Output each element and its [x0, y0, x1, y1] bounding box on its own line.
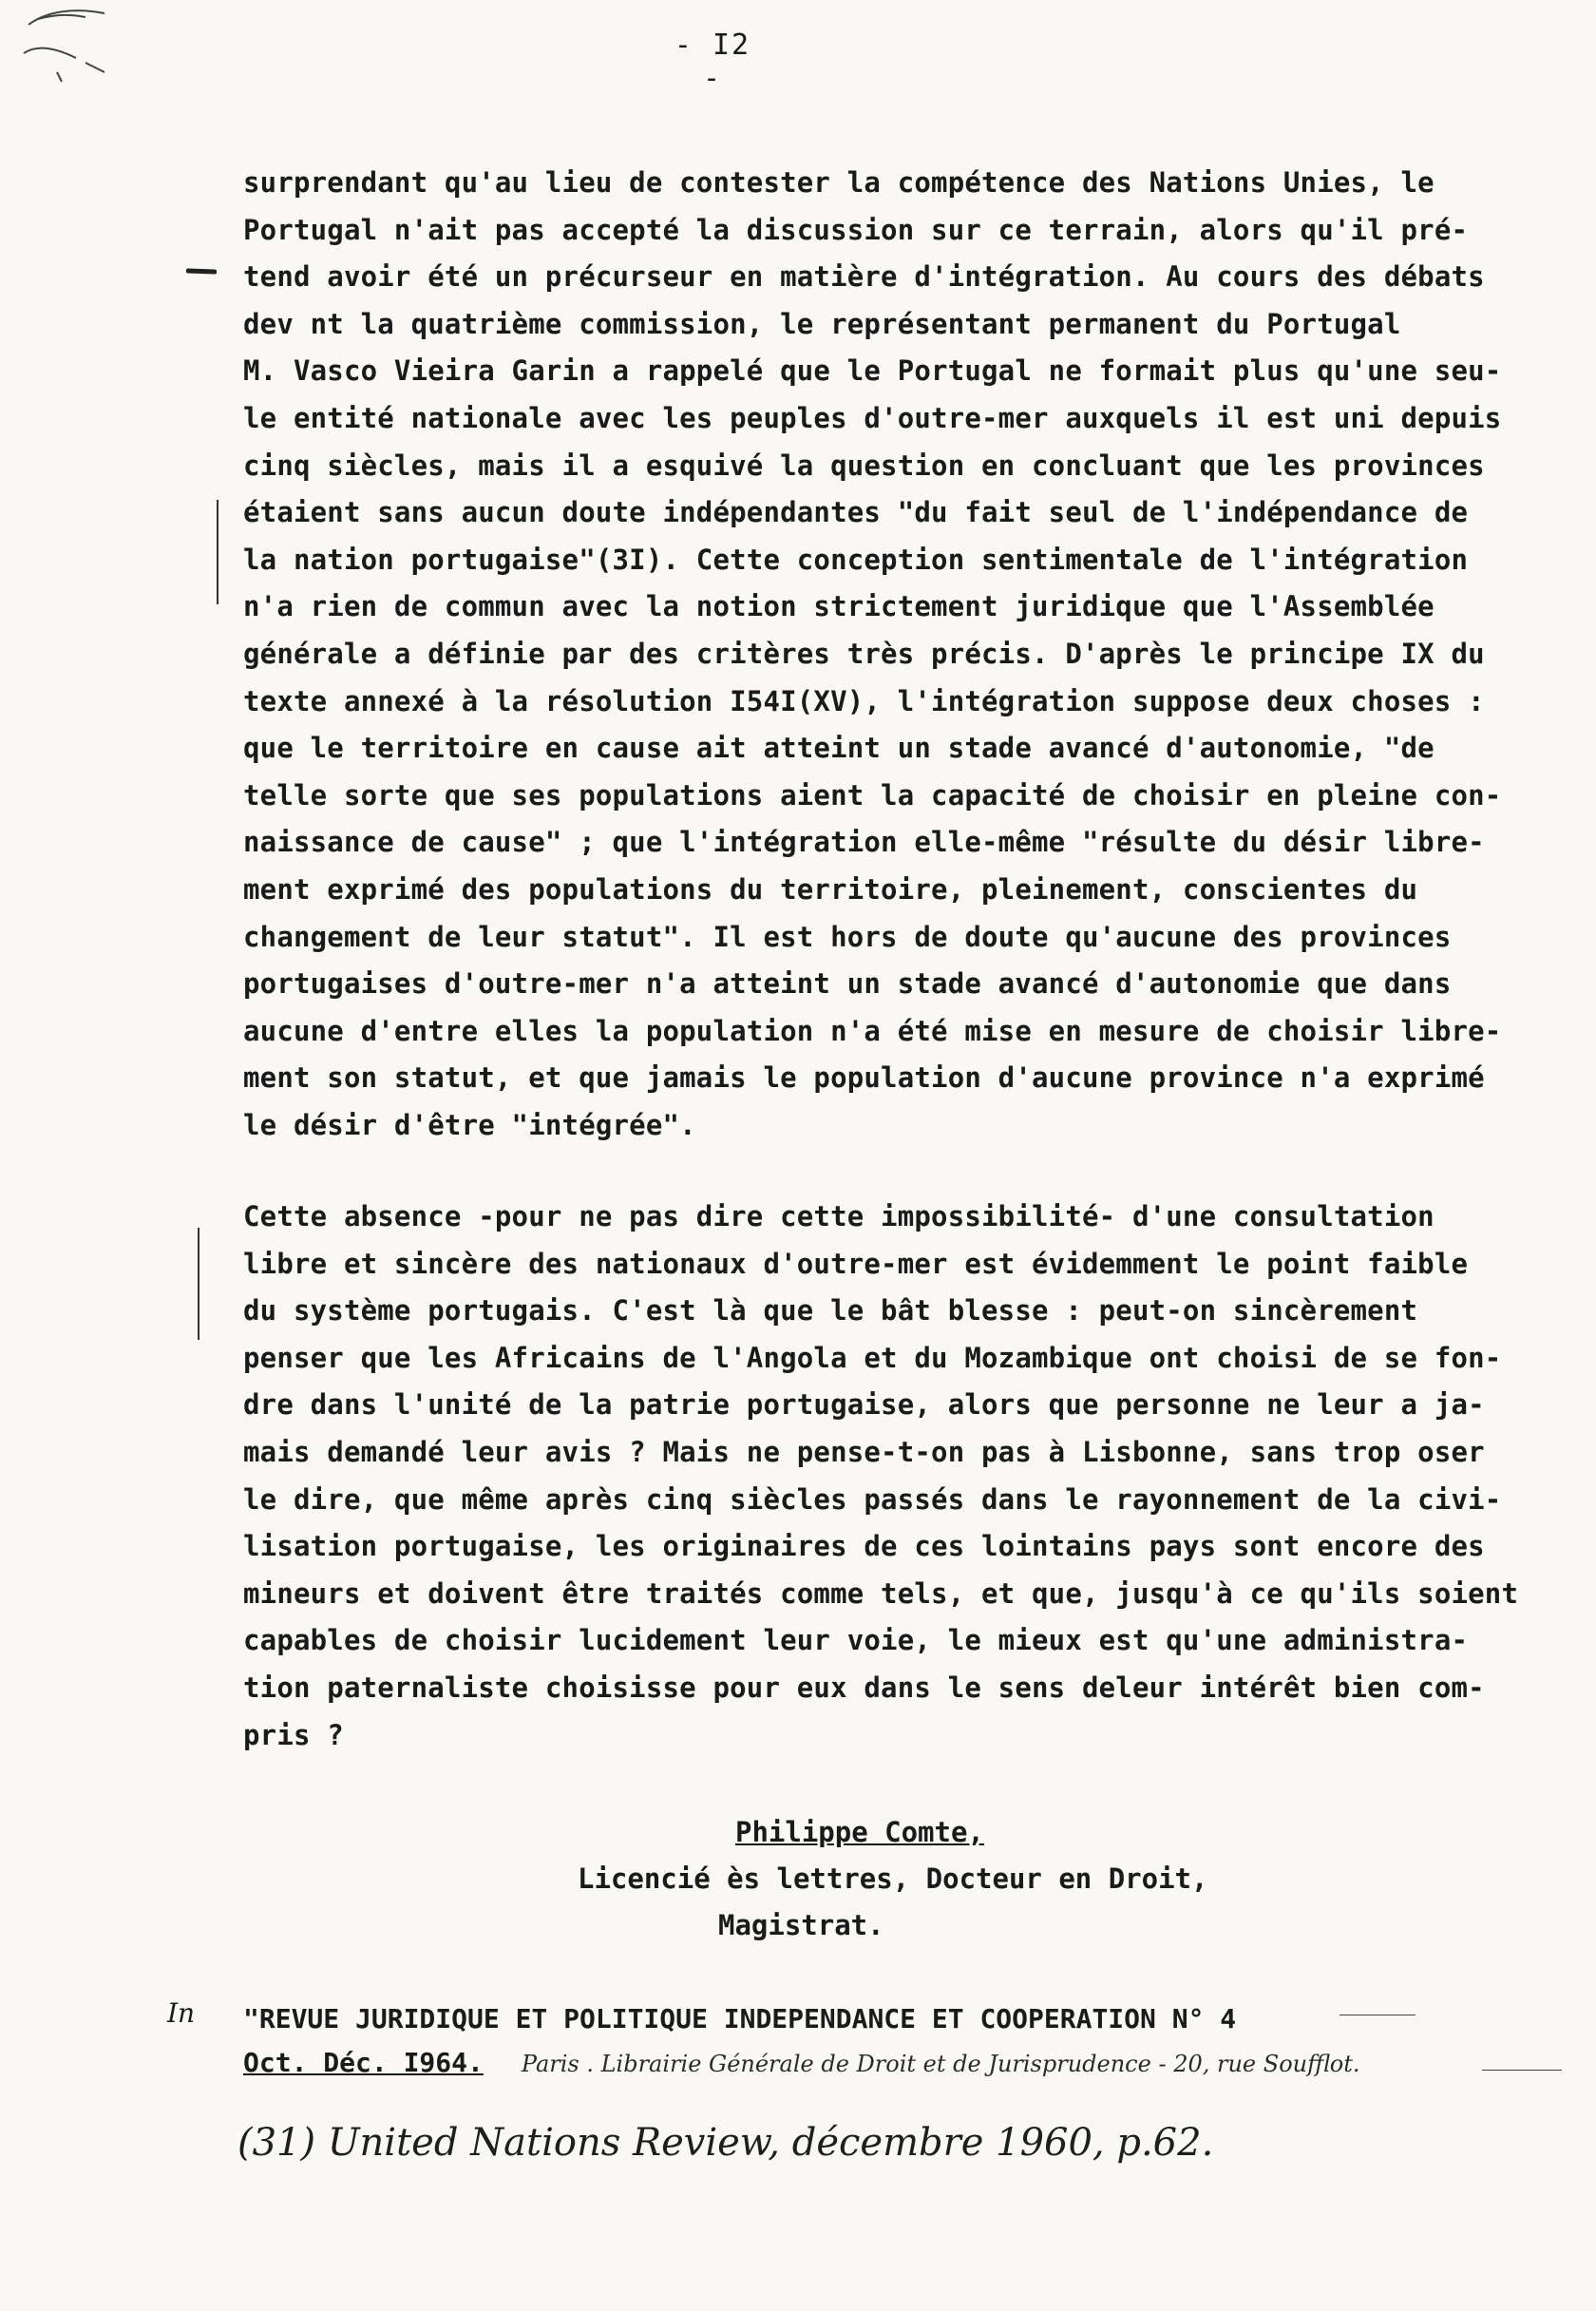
text-line: lisation portugaise, les originaires de ces lointains pays sont encore des — [243, 1530, 1485, 1563]
text-line: le entité nationale avec les peuples d'outre-mer auxquels il est uni depuis — [243, 401, 1502, 434]
text-line: aucune d'entre elles la population n'a été mise en mesure de choisir libre- — [243, 1014, 1502, 1047]
signature-block — [532, 1809, 1292, 1949]
source-title: "REVUE JURIDIQUE ET POLITIQUE INDEPENDANCE ET COOPERATION N° 4 — [243, 2003, 1237, 2034]
text-line: générale a définie par des critères très précis. D'après le principe IX du — [243, 637, 1485, 670]
text-line: changement de leur statut". Il est hors de doute qu'aucune des provinces — [243, 920, 1452, 953]
text-line: capables de choisir lucidement leur voie, le mieux est qu'une administra- — [243, 1624, 1469, 1657]
text-line: dre dans l'unité de la patrie portugaise, alors que personne ne leur a ja- — [243, 1388, 1485, 1422]
text-line: dev nt la quatrième commission, le représentant permanent du Portugal — [243, 307, 1401, 340]
text-line: Portugal n'ait pas accepté la discussion sur ce terrain, alors qu'il pré- — [243, 213, 1469, 246]
divider — [1482, 2070, 1562, 2071]
body-paragraph — [243, 1194, 1573, 1759]
handwritten-marker: In — [167, 1997, 196, 2029]
text-line: le dire, que même après cinq siècles passés dans le rayonnement de la civi- — [243, 1482, 1502, 1516]
text-line: naissance de cause" ; que l'intégration elle-même "résulte du désir libre- — [243, 826, 1485, 859]
text-line: la nation portugaise"(3I). Cette conception sentimentale de l'intégration — [243, 543, 1469, 576]
text-line: telle sorte que ses populations aient la capacité de choisir en pleine con- — [243, 778, 1502, 812]
text-line: ment exprimé des populations du territoire, pleinement, conscientes du — [243, 872, 1418, 906]
text-line: texte annexé à la résolution I54I(XV), l'intégration suppose deux choses : — [243, 684, 1485, 717]
source-citation — [243, 1997, 1573, 2086]
margin-mark — [217, 500, 218, 604]
text-line: pris ? — [243, 1718, 344, 1751]
margin-scribble — [19, 6, 133, 91]
author-name: Philippe Comte, — [735, 1816, 984, 1848]
author-title: Licencié ès lettres, Docteur en Droit, — [578, 1862, 1208, 1895]
source-date: Oct. Déc. I964. — [243, 2047, 484, 2078]
text-line: surprendant qu'au lieu de contester la compétence des Nations Unies, le — [243, 166, 1434, 199]
text-line: tion paternaliste choisisse pour eux dans le sens deleur intérêt bien com- — [243, 1671, 1485, 1704]
text-line: mineurs et doivent être traités comme tels, et que, jusqu'à ce qu'ils soient — [243, 1576, 1519, 1610]
text-line: portugaises d'outre-mer n'a atteint un stade avancé d'autonomie que dans — [243, 967, 1452, 1001]
text-line: du système portugais. C'est là que le bât blesse : peut-on sincèrement — [243, 1294, 1418, 1327]
text-line: le désir d'être "intégrée". — [243, 1108, 696, 1141]
handwritten-footnote: (31) United Nations Review, décembre 1960, p.62. — [238, 2121, 1214, 2165]
margin-mark — [198, 1228, 200, 1340]
text-line: tend avoir été un précurseur en matière d'intégration. Au cours des débats — [243, 260, 1485, 294]
text-line: Cette absence -pour ne pas dire cette impossibilité- d'une consultation — [243, 1200, 1434, 1232]
body-paragraph — [243, 160, 1573, 1149]
text-line: étaient sans aucun doute indépendantes "du fait seul de l'indépendance de — [243, 496, 1469, 529]
text-line: mais demandé leur avis ? Mais ne pense-t-on pas à Lisbonne, sans trop oser — [243, 1435, 1485, 1468]
page-number: - I2 - — [674, 29, 751, 95]
text-line: n'a rien de commun avec la notion strictement juridique que l'Assemblée — [243, 590, 1434, 623]
text-line: M. Vasco Vieira Garin a rappelé que le Portugal ne formait plus qu'une seu- — [243, 354, 1502, 388]
margin-arrow-icon — [186, 264, 217, 277]
text-line: ment son statut, et que jamais le population d'aucune province n'a exprimé — [243, 1061, 1485, 1095]
text-line: libre et sincère des nationaux d'outre-mer est évidemment le point faible — [243, 1247, 1469, 1280]
text-line: penser que les Africains de l'Angola et du Mozambique ont choisi de se fon- — [243, 1341, 1502, 1374]
author-role: Magistrat. — [718, 1909, 884, 1941]
text-line: cinq siècles, mais il a esquivé la question en concluant que les provinces — [243, 449, 1485, 482]
handwritten-publisher: Paris . Librairie Générale de Droit et de Jurisprudence - 20, rue Soufflot. — [521, 2051, 1360, 2077]
text-line: que le territoire en cause ait atteint un stade avancé d'autonomie, "de — [243, 732, 1434, 765]
